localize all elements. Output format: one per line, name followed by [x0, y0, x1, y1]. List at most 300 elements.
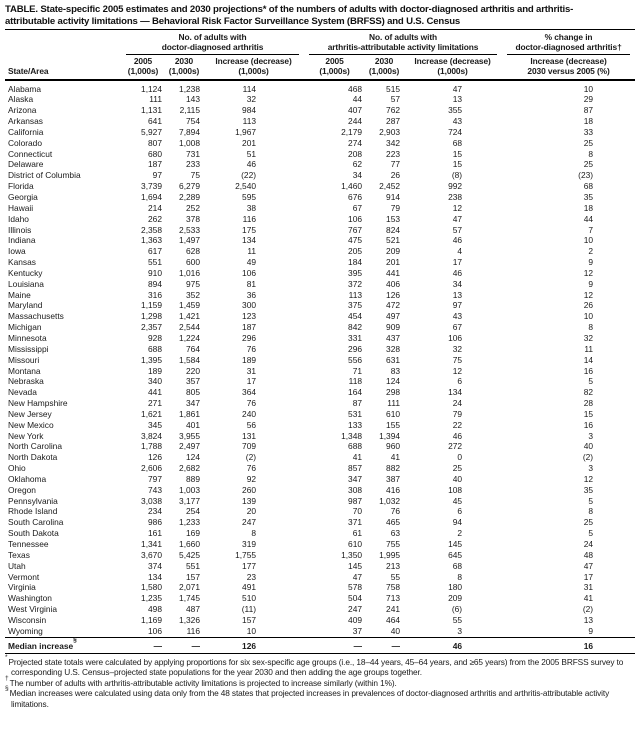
- state-name-cell: West Virginia: [8, 604, 58, 615]
- arthritis-increase-cell: 31: [246, 365, 257, 376]
- limitations-2005-cell: 70: [352, 506, 363, 517]
- limitations-2030-cell: 914: [386, 192, 401, 202]
- column-header-increase-arthritis: [203, 55, 304, 79]
- table-row: [5, 214, 635, 225]
- limitations-2005-cell: 504: [348, 593, 363, 604]
- median-limitations-2005-cell: —: [304, 637, 365, 653]
- limitations-increase-cell: 106: [448, 332, 463, 343]
- limitations-2030-cell: 610: [386, 408, 401, 419]
- arthritis-2005-cell: 807: [148, 137, 162, 148]
- limitations-2030-cell: 201: [386, 257, 401, 268]
- column-header-2005-limitations: [304, 55, 365, 79]
- arthritis-2005-cell: 928: [148, 332, 162, 343]
- limitations-2030-cell: 79: [390, 202, 401, 213]
- table-row: [5, 355, 635, 366]
- state-name-cell: Massachusetts: [8, 311, 64, 322]
- table-row: [5, 506, 635, 517]
- limitations-increase-cell: 12: [452, 202, 463, 213]
- limitations-2005-cell: 274: [348, 137, 363, 148]
- limitations-2005-cell: 205: [348, 246, 363, 257]
- limitations-2005-cell: 37: [352, 625, 363, 636]
- arthritis-2005-cell: 2,358: [141, 224, 162, 235]
- arthritis-2030-cell: 6,279: [179, 181, 200, 192]
- limitations-increase-cell: 32: [452, 343, 463, 354]
- median-limitations-2030-cell: —: [365, 637, 403, 653]
- arthritis-2005-cell: 680: [148, 148, 162, 159]
- arthritis-2005-cell: 1,169: [141, 614, 162, 625]
- limitations-2005-cell: 556: [348, 354, 363, 365]
- limitations-2005-cell: 1,348: [341, 430, 363, 441]
- limitations-2005-cell: 244: [348, 116, 363, 127]
- pct-change-cell: 12: [583, 267, 594, 278]
- limitations-2005-cell: 1,350: [341, 549, 363, 560]
- limitations-increase-cell: 180: [448, 582, 463, 593]
- state-name-cell: Iowa: [8, 246, 26, 257]
- state-name-cell: North Dakota: [8, 452, 58, 463]
- arthritis-2030-cell: 1,326: [179, 614, 200, 625]
- state-name-cell: New Hampshire: [8, 398, 68, 409]
- limitations-2030-cell: 631: [386, 354, 401, 365]
- pct-change-cell: 9: [588, 278, 594, 289]
- limitations-2005-cell: 842: [348, 322, 363, 333]
- limitations-2005-cell: 296: [348, 343, 363, 354]
- state-name-cell: Kansas: [8, 257, 36, 268]
- arthritis-increase-cell: 92: [246, 473, 257, 484]
- group-header-arthritis-line2: doctor-diagnosed arthritis: [161, 41, 264, 52]
- limitations-increase-cell: 8: [457, 571, 463, 582]
- arthritis-increase-cell: 595: [242, 192, 257, 202]
- arthritis-increase-cell: 51: [246, 148, 257, 159]
- limitations-increase-cell: 34: [452, 278, 463, 289]
- limitations-increase-cell: 4: [457, 246, 463, 257]
- table-row: [5, 138, 635, 149]
- limitations-2030-cell: 416: [386, 484, 401, 495]
- arthritis-2005-cell: 1,131: [141, 105, 162, 116]
- arthritis-2030-cell: 124: [186, 452, 200, 463]
- limitations-2030-cell: 342: [386, 137, 401, 148]
- arthritis-2030-cell: 2,544: [179, 322, 200, 333]
- arthritis-2030-cell: 764: [186, 343, 200, 354]
- limitations-increase-cell: 57: [452, 224, 463, 235]
- pct-change-cell: 28: [583, 398, 594, 409]
- limitations-2005-cell: 145: [348, 560, 363, 571]
- median-arthritis-2005-cell: —: [121, 637, 165, 653]
- group-header-arthritis: [121, 30, 304, 56]
- arthritis-increase-cell: 134: [242, 235, 257, 246]
- limitations-2030-cell: 515: [386, 83, 401, 94]
- pct-change-cell: 7: [588, 224, 594, 235]
- pct-change-cell: 8: [588, 506, 594, 517]
- arthritis-2030-cell: 2,071: [179, 582, 200, 593]
- column-header-unit: (1,000s): [127, 65, 159, 76]
- pct-change-cell: 87: [583, 105, 594, 116]
- arthritis-increase-cell: 131: [242, 430, 257, 441]
- limitations-increase-cell: 134: [448, 387, 463, 398]
- column-header-increase: Increase (decrease): [414, 56, 491, 67]
- arthritis-increase-cell: 114: [242, 83, 257, 94]
- arthritis-increase-cell: 76: [246, 463, 257, 474]
- arthritis-2005-cell: 1,788: [141, 441, 162, 452]
- state-name-cell: South Carolina: [8, 517, 64, 528]
- arthritis-2030-cell: 5,425: [179, 549, 200, 560]
- limitations-2005-cell: 47: [352, 571, 363, 582]
- arthritis-2030-cell: 1,224: [179, 332, 200, 343]
- pct-change-cell: 17: [583, 571, 594, 582]
- arthritis-2030-cell: 1,016: [179, 267, 200, 278]
- table-row: [5, 420, 635, 431]
- pct-change-cell: 33: [583, 126, 594, 137]
- limitations-increase-cell: 15: [452, 159, 463, 170]
- column-header-increase: Increase (decrease): [530, 56, 607, 67]
- arthritis-increase-cell: 11: [247, 246, 257, 257]
- state-name-cell: Arkansas: [8, 116, 43, 127]
- limitations-2030-cell: 126: [386, 289, 401, 300]
- arthritis-increase-cell: 247: [242, 517, 257, 528]
- arthritis-2005-cell: 743: [148, 484, 162, 495]
- arthritis-2030-cell: 1,497: [179, 235, 200, 246]
- table-row: [5, 604, 635, 615]
- arthritis-2005-cell: 134: [148, 571, 162, 582]
- arthritis-2005-cell: 617: [148, 246, 162, 257]
- arthritis-2030-cell: 600: [186, 257, 200, 268]
- statistics-table: [5, 29, 635, 654]
- column-header-2030-arthritis: [165, 55, 203, 79]
- column-header-2030-limitations: [365, 55, 403, 79]
- limitations-2005-cell: 454: [348, 311, 363, 322]
- arthritis-2005-cell: 214: [148, 202, 162, 213]
- limitations-2030-cell: 57: [390, 94, 401, 105]
- limitations-2030-cell: 209: [386, 246, 401, 257]
- arthritis-increase-cell: 23: [246, 571, 257, 582]
- arthritis-2005-cell: 340: [148, 376, 162, 387]
- table-row: [5, 626, 635, 637]
- table-row: [5, 311, 635, 322]
- arthritis-increase-cell: 175: [242, 224, 257, 235]
- arthritis-2030-cell: 378: [186, 213, 200, 224]
- table-row: [5, 593, 635, 604]
- arthritis-2030-cell: 2,682: [179, 463, 200, 474]
- pct-change-cell: 48: [583, 549, 594, 560]
- limitations-2030-cell: 465: [386, 517, 401, 528]
- limitations-2005-cell: 71: [352, 365, 363, 376]
- limitations-2005-cell: 2,179: [341, 126, 363, 137]
- pct-change-cell: 3: [588, 463, 594, 474]
- arthritis-2030-cell: 116: [186, 625, 200, 636]
- limitations-2005-cell: 987: [348, 495, 363, 506]
- median-row: [5, 637, 635, 653]
- table-row: [5, 268, 635, 279]
- state-name-cell: Hawaii: [8, 202, 34, 213]
- pct-change-cell: 9: [588, 257, 594, 268]
- limitations-2030-cell: 111: [387, 398, 401, 409]
- arthritis-increase-cell: 177: [242, 560, 257, 571]
- arthritis-2005-cell: 345: [148, 419, 162, 430]
- limitations-increase-cell: 24: [452, 398, 463, 409]
- arthritis-increase-cell: 139: [242, 495, 257, 506]
- limitations-2030-cell: 1,394: [379, 430, 401, 441]
- arthritis-increase-cell: 187: [242, 322, 257, 333]
- arthritis-2005-cell: 1,159: [141, 300, 162, 311]
- state-name-cell: Oklahoma: [8, 473, 47, 484]
- state-name-cell: Minnesota: [8, 332, 47, 343]
- table-row: [5, 290, 635, 301]
- limitations-increase-cell: 2: [457, 528, 463, 539]
- table-row: [5, 441, 635, 452]
- table-row: [5, 366, 635, 377]
- limitations-2005-cell: 34: [352, 170, 363, 181]
- pct-change-cell: 47: [583, 560, 594, 571]
- limitations-increase-cell: 645: [448, 549, 463, 560]
- arthritis-increase-cell: 1,967: [235, 126, 257, 137]
- arthritis-increase-cell: 296: [242, 332, 257, 343]
- arthritis-2005-cell: 498: [148, 604, 162, 615]
- arthritis-2030-cell: 487: [186, 604, 200, 615]
- limitations-2030-cell: 758: [386, 582, 401, 593]
- limitations-2030-cell: 755: [386, 539, 401, 549]
- table-row: [5, 94, 635, 105]
- limitations-2005-cell: 1,460: [341, 181, 363, 192]
- state-name-cell: Georgia: [8, 192, 38, 202]
- limitations-2030-cell: 2,903: [379, 126, 401, 137]
- state-name-cell: Rhode Island: [8, 506, 58, 517]
- limitations-increase-cell: 25: [452, 463, 463, 474]
- arthritis-increase-cell: 709: [242, 441, 257, 452]
- state-name-cell: Florida: [8, 181, 34, 192]
- arthritis-2030-cell: 1,745: [179, 593, 200, 604]
- arthritis-2005-cell: 189: [148, 365, 162, 376]
- arthritis-2030-cell: 157: [186, 571, 200, 582]
- limitations-increase-cell: 13: [452, 94, 463, 105]
- arthritis-2005-cell: 271: [148, 398, 162, 409]
- limitations-2030-cell: 83: [390, 365, 401, 376]
- arthritis-2030-cell: 233: [186, 159, 200, 170]
- table-row: [5, 159, 635, 170]
- table-row: [5, 105, 635, 116]
- column-header-row: [5, 55, 635, 79]
- limitations-2005-cell: 331: [348, 332, 363, 343]
- limitations-2005-cell: 531: [348, 408, 363, 419]
- arthritis-2005-cell: 1,395: [141, 354, 162, 365]
- limitations-2030-cell: 406: [386, 278, 401, 289]
- arthritis-increase-cell: (22): [241, 170, 257, 181]
- column-header-pct-change: [502, 55, 635, 79]
- arthritis-2030-cell: 347: [186, 398, 200, 409]
- limitations-increase-cell: 47: [452, 83, 463, 94]
- column-header-increase-limitations: [403, 55, 502, 79]
- limitations-2005-cell: 475: [348, 235, 363, 246]
- limitations-2005-cell: 347: [348, 473, 363, 484]
- limitations-increase-cell: 46: [452, 235, 463, 246]
- median-arthritis-increase-cell: 126: [203, 637, 304, 653]
- arthritis-2030-cell: 2,289: [179, 192, 200, 202]
- arthritis-increase-cell: 984: [242, 105, 257, 116]
- arthritis-increase-cell: 56: [246, 419, 257, 430]
- footnote-text: Median increases were calculated using data only from the 48 states that projected increases in prevalences of doctor-diagnosed arthritis and arthritis-attributable activity limitations.: [9, 688, 610, 709]
- state-name-cell: New Jersey: [8, 408, 52, 419]
- arthritis-increase-cell: 8: [251, 528, 257, 539]
- state-name-cell: Louisiana: [8, 278, 44, 289]
- limitations-2030-cell: 2,452: [379, 181, 401, 192]
- limitations-2030-cell: 328: [386, 343, 401, 354]
- arthritis-2030-cell: 628: [186, 246, 200, 257]
- arthritis-2030-cell: 3,955: [179, 430, 200, 441]
- arthritis-2005-cell: 2,606: [141, 463, 162, 474]
- arthritis-2005-cell: 986: [148, 517, 162, 528]
- group-header-pct-line1: % change in: [544, 32, 593, 43]
- pct-change-cell: 18: [583, 116, 594, 127]
- limitations-increase-cell: 272: [448, 441, 463, 452]
- pct-change-cell: (2): [582, 604, 594, 615]
- table-row: [5, 80, 635, 95]
- table-row: [5, 322, 635, 333]
- column-header-unit: (1,000s): [437, 65, 468, 76]
- state-name-cell: Wyoming: [8, 625, 43, 636]
- footnotes-section: [5, 654, 637, 709]
- limitations-increase-cell: 43: [452, 311, 463, 322]
- arthritis-increase-cell: 38: [246, 202, 257, 213]
- arthritis-increase-cell: 76: [246, 343, 257, 354]
- pct-change-cell: 40: [583, 441, 594, 452]
- limitations-2005-cell: 767: [348, 224, 363, 235]
- arthritis-2030-cell: 7,894: [179, 126, 200, 137]
- column-header-2005-arthritis: [121, 55, 165, 79]
- pct-change-cell: 82: [583, 387, 594, 398]
- limitations-increase-cell: 108: [448, 484, 463, 495]
- arthritis-2005-cell: 161: [148, 528, 162, 539]
- footnote-marker: *: [5, 654, 8, 662]
- arthritis-2030-cell: 1,008: [179, 137, 200, 148]
- state-name-cell: Mississippi: [8, 343, 49, 354]
- footnote: [5, 685, 637, 709]
- arthritis-2005-cell: 894: [148, 278, 162, 289]
- arthritis-2030-cell: 975: [186, 278, 200, 289]
- limitations-increase-cell: 145: [448, 539, 463, 549]
- table-row: [5, 149, 635, 160]
- arthritis-increase-cell: 123: [242, 311, 257, 322]
- arthritis-2005-cell: 234: [148, 506, 162, 517]
- state-name-cell: Delaware: [8, 159, 44, 170]
- arthritis-2005-cell: 5,927: [141, 126, 162, 137]
- arthritis-2005-cell: 187: [148, 159, 162, 170]
- state-name-cell: Missouri: [8, 354, 40, 365]
- arthritis-2005-cell: 1,124: [141, 83, 162, 94]
- table-row: [5, 192, 635, 203]
- arthritis-2005-cell: 111: [149, 94, 162, 105]
- arthritis-increase-cell: 116: [242, 213, 257, 224]
- limitations-increase-cell: 43: [452, 116, 463, 127]
- limitations-2030-cell: 41: [390, 452, 401, 463]
- group-header-spacer: [5, 30, 121, 56]
- limitations-increase-cell: 94: [452, 517, 463, 528]
- state-name-cell: Virginia: [8, 582, 36, 593]
- table-row: [5, 582, 635, 593]
- limitations-2005-cell: 395: [348, 267, 363, 278]
- limitations-2005-cell: 67: [352, 202, 363, 213]
- arthritis-increase-cell: 46: [246, 159, 257, 170]
- median-arthritis-2030-cell: —: [165, 637, 203, 653]
- state-name-cell: Pennsylvania: [8, 495, 58, 506]
- arthritis-increase-cell: 20: [246, 506, 257, 517]
- state-name-cell: Michigan: [8, 322, 42, 333]
- table-row: [5, 550, 635, 561]
- limitations-2005-cell: 468: [348, 83, 363, 94]
- pct-change-cell: 35: [583, 484, 594, 495]
- state-name-cell: Colorado: [8, 137, 42, 148]
- arthritis-2030-cell: 1,459: [179, 300, 200, 311]
- arthritis-2005-cell: 641: [148, 116, 162, 127]
- table-row: [5, 279, 635, 290]
- arthritis-increase-cell: 10: [246, 625, 257, 636]
- state-name-cell: District of Columbia: [8, 170, 81, 181]
- limitations-2030-cell: 824: [386, 224, 401, 235]
- limitations-2005-cell: 133: [348, 419, 363, 430]
- median-label-cell: [5, 637, 121, 653]
- state-name-cell: Kentucky: [8, 267, 43, 278]
- arthritis-2005-cell: 1,235: [141, 593, 162, 604]
- arthritis-2030-cell: 889: [186, 473, 200, 484]
- arthritis-increase-cell: 260: [242, 484, 257, 495]
- table-row: [5, 376, 635, 387]
- table-row: [5, 344, 635, 355]
- pct-change-cell: (2): [582, 452, 594, 463]
- pct-change-cell: 14: [583, 354, 594, 365]
- arthritis-increase-cell: 157: [242, 614, 257, 625]
- pct-change-cell: 10: [583, 235, 594, 246]
- table-row: [5, 572, 635, 583]
- state-name-cell: Arizona: [8, 105, 37, 116]
- limitations-2005-cell: 118: [348, 376, 363, 387]
- limitations-2030-cell: 298: [386, 387, 401, 398]
- limitations-2005-cell: 44: [352, 94, 363, 105]
- arthritis-2005-cell: 1,363: [141, 235, 162, 246]
- table-row: [5, 246, 635, 257]
- group-header-limitations-line2: arthritis-attributable activity limitations: [327, 41, 479, 52]
- pct-change-cell: 25: [583, 159, 594, 170]
- limitations-increase-cell: 3: [457, 625, 463, 636]
- arthritis-2030-cell: 2,497: [179, 441, 200, 452]
- arthritis-increase-cell: 300: [242, 300, 257, 311]
- arthritis-increase-cell: 201: [242, 137, 257, 148]
- limitations-increase-cell: (8): [451, 170, 463, 181]
- arthritis-2030-cell: 1,233: [179, 517, 200, 528]
- limitations-2030-cell: 213: [386, 560, 401, 571]
- column-header-year: 2005: [325, 56, 344, 67]
- table-title: [5, 4, 635, 27]
- arthritis-2030-cell: 805: [186, 387, 200, 398]
- arthritis-2005-cell: 910: [148, 267, 162, 278]
- limitations-increase-cell: 22: [452, 419, 463, 430]
- table-row: [5, 225, 635, 236]
- limitations-increase-cell: 238: [448, 192, 463, 202]
- arthritis-2030-cell: 254: [186, 506, 200, 517]
- arthritis-increase-cell: 319: [242, 539, 257, 549]
- limitations-increase-cell: (6): [451, 604, 463, 615]
- pct-change-cell: 44: [583, 213, 594, 224]
- table-row: [5, 474, 635, 485]
- arthritis-2005-cell: 688: [148, 343, 162, 354]
- table-row: [5, 528, 635, 539]
- limitations-2005-cell: 610: [348, 539, 363, 549]
- group-header-arthritis-line1: No. of adults with: [178, 32, 247, 43]
- limitations-2030-cell: 153: [386, 213, 401, 224]
- column-header-year: 2030: [174, 56, 194, 67]
- table-row: [5, 181, 635, 192]
- state-name-cell: Alaska: [8, 94, 34, 105]
- table-row: [5, 127, 635, 138]
- pct-change-cell: 26: [583, 300, 594, 311]
- table-row: [5, 431, 635, 442]
- table-row: [5, 235, 635, 246]
